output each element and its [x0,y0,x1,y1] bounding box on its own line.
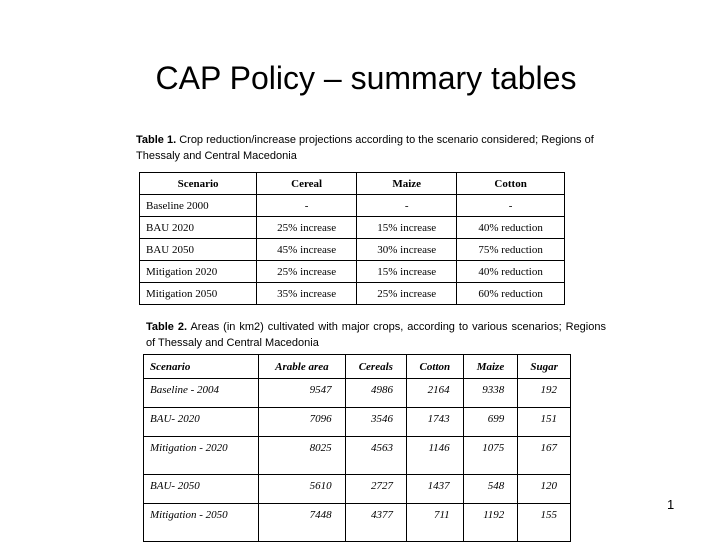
table-cell: 15% increase [357,261,457,283]
table-row [144,437,571,475]
table-cell: 9338 [463,379,518,408]
column-header: Cotton [457,173,565,195]
table-cell: - [257,195,357,217]
table-cell: 35% increase [257,283,357,305]
table-cell: 2727 [345,475,406,504]
table-cell: 25% increase [257,217,357,239]
table-cell: - [457,195,565,217]
table-cell: 120 [518,475,571,504]
table-row [140,261,565,283]
table-cell: 4377 [345,504,406,542]
table-cell: 1075 [463,437,518,475]
table-cell: Baseline - 2004 [144,379,259,408]
table-cell: 1192 [463,504,518,542]
table-cell: BAU- 2050 [144,475,259,504]
table-cell: BAU- 2020 [144,408,259,437]
column-header: Maize [463,355,518,379]
column-header: Sugar [518,355,571,379]
column-header: Cereals [345,355,406,379]
slide-title: CAP Policy – summary tables [155,60,577,96]
column-header: Scenario [144,355,259,379]
table-cell: 3546 [345,408,406,437]
column-header: Maize [357,173,457,195]
table-cell: 15% increase [357,217,457,239]
page-number: 1 [667,497,675,512]
table-cell: 75% reduction [457,239,565,261]
table-cell: 60% reduction [457,283,565,305]
table-cell: 151 [518,408,571,437]
table-cell: 2164 [407,379,464,408]
table-header-row [144,355,571,379]
table1-caption-text: Crop reduction/increase projections according to the scenario considered; Regions of Thessaly and Central Macedonia [136,134,594,162]
table-row [140,283,565,305]
table-cell: 1437 [407,475,464,504]
column-header: Scenario [140,173,257,195]
cultivated-area-table [143,354,571,542]
table-cell: 25% increase [357,283,457,305]
table-row [144,475,571,504]
table-cell: 45% increase [257,239,357,261]
table-cell: 7448 [259,504,345,542]
table-cell: 4986 [345,379,406,408]
table-cell: 30% increase [357,239,457,261]
table-cell: Mitigation - 2020 [144,437,259,475]
table-cell: 699 [463,408,518,437]
table-cell: Mitigation 2020 [140,261,257,283]
table-cell: 167 [518,437,571,475]
table-cell: 8025 [259,437,345,475]
table-cell: 9547 [259,379,345,408]
table2-caption-label: Table 2. [146,321,188,333]
table-cell: 25% increase [257,261,357,283]
table2-caption-text: Areas (in km2) cultivated with major crops, according to various scenarios; Regions of Thessaly and Central Macedonia [146,321,606,349]
table-row [140,217,565,239]
table-cell: Mitigation - 2050 [144,504,259,542]
table-cell: 155 [518,504,571,542]
table-cell: 5610 [259,475,345,504]
table-row [140,195,565,217]
column-header: Cotton [407,355,464,379]
table1-caption [136,132,626,164]
table-cell: Baseline 2000 [140,195,257,217]
table-cell: 4563 [345,437,406,475]
table-cell: 711 [407,504,464,542]
table-cell: 1146 [407,437,464,475]
column-header: Arable area [259,355,345,379]
table-cell: Mitigation 2050 [140,283,257,305]
table-cell: BAU 2050 [140,239,257,261]
table-header-row [140,173,565,195]
table-cell: 7096 [259,408,345,437]
table-cell: BAU 2020 [140,217,257,239]
table-cell: 40% reduction [457,261,565,283]
table-row [140,239,565,261]
table-row [144,408,571,437]
table-row [144,504,571,542]
table-row [144,379,571,408]
table-cell: 192 [518,379,571,408]
table2-caption [146,319,606,351]
table-cell: - [357,195,457,217]
column-header: Cereal [257,173,357,195]
crop-projection-table [139,172,565,305]
table-cell: 548 [463,475,518,504]
table1-caption-label: Table 1. [136,134,177,146]
table-cell: 1743 [407,408,464,437]
table-cell: 40% reduction [457,217,565,239]
